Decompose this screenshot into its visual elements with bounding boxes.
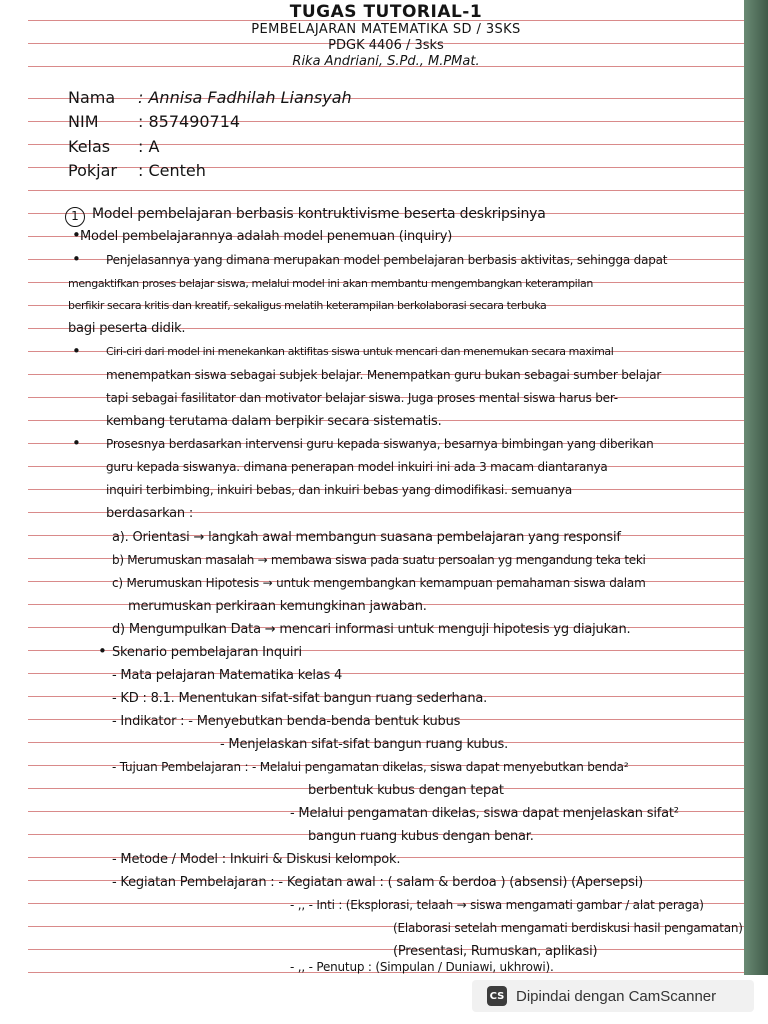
- text-line: inquiri terbimbing, inkuiri bebas, dan inkuiri bebas yang dimodifikasi. semuanya: [106, 483, 573, 497]
- text-line: Penjelasannya yang dimana merupakan model pembelajaran berbasis aktivitas, sehingga dapat: [106, 253, 668, 267]
- text-line: kembang terutama dalam berpikir secara sistematis.: [106, 414, 442, 429]
- text-line: - KD : 8.1. Menentukan sifat-sifat bangun ruang sederhana.: [112, 691, 488, 706]
- text-line: tapi sebagai fasilitator dan motivator belajar siswa. Juga proses mental siswa harus ber-: [106, 391, 618, 405]
- name-label: Nama: [68, 88, 116, 107]
- text-line: - Indikator : - Menyebutkan benda-benda bentuk kubus: [112, 714, 461, 729]
- text-line: - Metode / Model : Inkuiri & Diskusi kelompok.: [112, 852, 401, 867]
- text-line: Prosesnya berdasarkan intervensi guru kepada siswanya, besarnya bimbingan yang diberikan: [106, 437, 654, 451]
- lecturer-name: Rika Andriani, S.Pd., M.PMat.: [292, 54, 480, 69]
- text-line: - Kegiatan Pembelajaran : - Kegiatan awal : ( salam & berdoa ) (absensi) (Apersepsi): [112, 875, 643, 890]
- text-line: d) Mengumpulkan Data → mencari informasi untuk menguji hipotesis yg diajukan.: [112, 622, 631, 637]
- text-line: berbentuk kubus dengan tepat: [308, 783, 504, 798]
- question-number: 1: [65, 207, 85, 227]
- text-line: berfikir secara kritis dan kreatif, sekaligus melatih keterampilan berkolaborasi secara terbuka: [68, 299, 547, 312]
- bullet-icon: •: [72, 250, 81, 268]
- text-line: (Presentasi, Rumuskan, aplikasi): [393, 944, 598, 959]
- kelas-label: Kelas: [68, 137, 111, 156]
- kelas-value: : A: [138, 137, 160, 156]
- text-line: mengaktifkan proses belajar siswa, melalui model ini akan membantu mengembangkan keterampilan: [68, 277, 593, 290]
- bullet-icon: •: [98, 642, 107, 660]
- text-line: b) Merumuskan masalah → membawa siswa pada suatu persoalan yg mengandung teka teki: [112, 553, 646, 567]
- text-line: Model pembelajarannya adalah model penemuan (inquiry): [80, 229, 453, 244]
- camscanner-watermark: [472, 980, 754, 1012]
- text-line: guru kepada siswanya. dimana penerapan model inkuiri ini ada 3 macam diantaranya: [106, 460, 608, 474]
- document-title: TUGAS TUTORIAL-1: [289, 2, 483, 22]
- camscanner-text: Dipindai dengan CamScanner: [516, 987, 717, 1005]
- camscanner-logo-icon: CS: [487, 986, 507, 1006]
- course-code: PDGK 4406 / 3sks: [328, 38, 444, 53]
- course-title: PEMBELAJARAN MATEMATIKA SD / 3SKS: [251, 22, 521, 37]
- question-heading: Model pembelajaran berbasis kontruktivisme beserta deskripsinya: [92, 206, 546, 222]
- text-line: merumuskan perkiraan kemungkinan jawaban.: [128, 599, 427, 614]
- pokjar-label: Pokjar: [68, 161, 117, 180]
- text-line: - ,, - Penutup : (Simpulan / Duniawi, ukhrowi).: [290, 960, 554, 974]
- text-line: - Menjelaskan sifat-sifat bangun ruang kubus.: [220, 737, 509, 752]
- text-line: menempatkan siswa sebagai subjek belajar. Menempatkan guru bukan sebagai sumber belajar: [106, 368, 662, 382]
- bullet-icon: •: [72, 342, 81, 360]
- text-line: berdasarkan :: [106, 506, 194, 521]
- text-line: Skenario pembelajaran Inquiri: [112, 645, 302, 660]
- text-line: c) Merumuskan Hipotesis → untuk mengembangkan kemampuan pemahaman siswa dalam: [112, 576, 646, 590]
- bullet-icon: •: [72, 434, 81, 452]
- nim-value: : 857490714: [138, 112, 241, 131]
- pokjar-value: : Centeh: [138, 161, 206, 180]
- text-line: - ,, - Inti : (Eksplorasi, telaah → siswa mengamati gambar / alat peraga): [290, 898, 704, 912]
- text-line: (Elaborasi setelah mengamati berdiskusi hasil pengamatan): [393, 921, 743, 935]
- name-value: : Annisa Fadhilah Liansyah: [138, 88, 352, 107]
- text-line: Ciri-ciri dari model ini menekankan aktifitas siswa untuk mencari dan menemukan secara maximal: [106, 345, 614, 358]
- notebook-edge: [744, 0, 768, 975]
- bullet-icon: •: [72, 226, 81, 244]
- text-line: a). Orientasi → langkah awal membangun suasana pembelajaran yang responsif: [112, 530, 621, 545]
- text-line: - Melalui pengamatan dikelas, siswa dapat menjelaskan sifat²: [290, 806, 679, 821]
- nim-label: NIM: [68, 112, 99, 131]
- text-line: bagi peserta didik.: [68, 321, 186, 336]
- text-line: bangun ruang kubus dengan benar.: [308, 829, 534, 844]
- notebook-page: [28, 0, 745, 975]
- text-line: - Mata pelajaran Matematika kelas 4: [112, 668, 343, 683]
- text-line: - Tujuan Pembelajaran : - Melalui pengamatan dikelas, siswa dapat menyebutkan benda²: [112, 760, 629, 774]
